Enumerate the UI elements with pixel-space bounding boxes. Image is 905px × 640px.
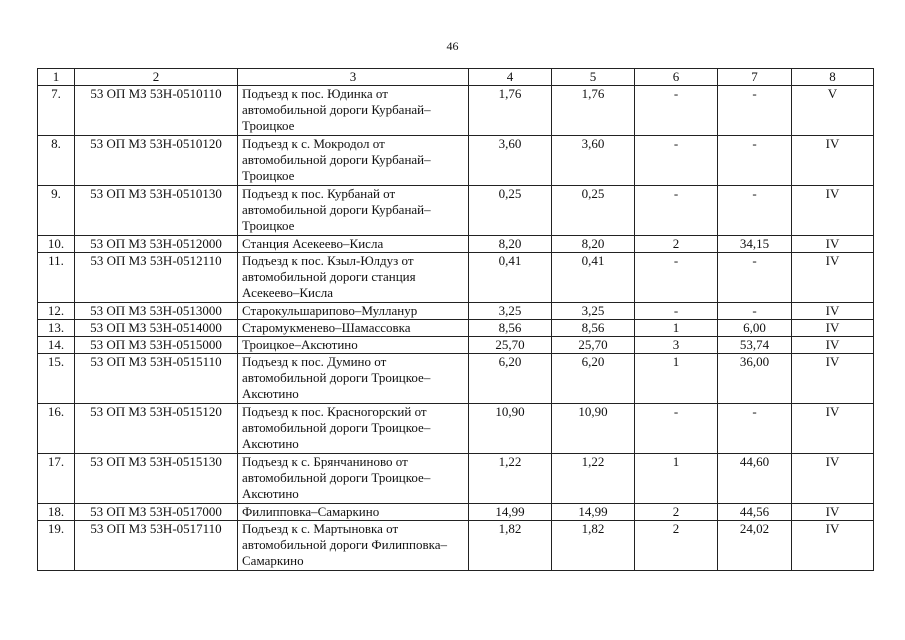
cell-col4: 1,22 bbox=[469, 454, 552, 504]
road-code: 53 ОП МЗ 53Н-0515110 bbox=[75, 354, 238, 404]
cell-col6: - bbox=[635, 86, 718, 136]
road-code: 53 ОП МЗ 53Н-0517000 bbox=[75, 504, 238, 521]
road-name: Подъезд к пос. Кзыл-Юлдуз от автомобильной дороги станция Асекеево–Кисла bbox=[238, 253, 469, 303]
row-number: 15. bbox=[38, 354, 75, 404]
cell-col4: 0,25 bbox=[469, 186, 552, 236]
cell-col8: IV bbox=[792, 320, 874, 337]
cell-col5: 3,25 bbox=[552, 303, 635, 320]
row-number: 13. bbox=[38, 320, 75, 337]
header-cell: 3 bbox=[238, 69, 469, 86]
cell-col4: 14,99 bbox=[469, 504, 552, 521]
road-name: Подъезд к с. Мокродол от автомобильной дороги Курбанай–Троицкое bbox=[238, 136, 469, 186]
road-name: Подъезд к с. Мартыновка от автомобильной дороги Филипповка–Самаркино bbox=[238, 521, 469, 571]
road-name: Подъезд к пос. Курбанай от автомобильной дороги Курбанай–Троицкое bbox=[238, 186, 469, 236]
row-number: 14. bbox=[38, 337, 75, 354]
cell-col5: 6,20 bbox=[552, 354, 635, 404]
page-number: 46 bbox=[446, 39, 459, 53]
road-code: 53 ОП МЗ 53Н-0515120 bbox=[75, 404, 238, 454]
header-cell: 7 bbox=[718, 69, 792, 86]
cell-col6: 1 bbox=[635, 354, 718, 404]
cell-col5: 0,25 bbox=[552, 186, 635, 236]
cell-col7: 53,74 bbox=[718, 337, 792, 354]
cell-col8: IV bbox=[792, 504, 874, 521]
cell-col7: - bbox=[718, 253, 792, 303]
cell-col6: - bbox=[635, 404, 718, 454]
row-number: 18. bbox=[38, 504, 75, 521]
cell-col6: - bbox=[635, 303, 718, 320]
cell-col5: 10,90 bbox=[552, 404, 635, 454]
table-row bbox=[38, 454, 874, 504]
road-code: 53 ОП МЗ 53Н-0510120 bbox=[75, 136, 238, 186]
road-name: Подъезд к с. Брянчаниново от автомобильной дороги Троицкое–Аксютино bbox=[238, 454, 469, 504]
cell-col6: 2 bbox=[635, 504, 718, 521]
cell-col5: 8,20 bbox=[552, 236, 635, 253]
header-cell: 2 bbox=[75, 69, 238, 86]
cell-col5: 14,99 bbox=[552, 504, 635, 521]
table-row bbox=[38, 337, 874, 354]
cell-col7: 44,60 bbox=[718, 454, 792, 504]
row-number: 12. bbox=[38, 303, 75, 320]
cell-col4: 1,76 bbox=[469, 86, 552, 136]
cell-col7: 34,15 bbox=[718, 236, 792, 253]
table-row bbox=[38, 86, 874, 136]
road-name: Подъезд к пос. Красногорский от автомобильной дороги Троицкое–Аксютино bbox=[238, 404, 469, 454]
table-row bbox=[38, 504, 874, 521]
cell-col7: - bbox=[718, 404, 792, 454]
cell-col7: 6,00 bbox=[718, 320, 792, 337]
row-number: 7. bbox=[38, 86, 75, 136]
road-name: Старомукменево–Шамассовка bbox=[238, 320, 469, 337]
road-code: 53 ОП МЗ 53Н-0512000 bbox=[75, 236, 238, 253]
cell-col6: - bbox=[635, 186, 718, 236]
road-name: Филипповка–Самаркино bbox=[238, 504, 469, 521]
cell-col4: 6,20 bbox=[469, 354, 552, 404]
row-number: 16. bbox=[38, 404, 75, 454]
table-header-row bbox=[38, 69, 874, 86]
cell-col4: 0,41 bbox=[469, 253, 552, 303]
table-row bbox=[38, 404, 874, 454]
cell-col8: IV bbox=[792, 521, 874, 571]
cell-col7: - bbox=[718, 303, 792, 320]
cell-col7: - bbox=[718, 86, 792, 136]
cell-col8: IV bbox=[792, 136, 874, 186]
cell-col4: 10,90 bbox=[469, 404, 552, 454]
cell-col8: IV bbox=[792, 404, 874, 454]
header-cell: 6 bbox=[635, 69, 718, 86]
cell-col7: 24,02 bbox=[718, 521, 792, 571]
cell-col6: 2 bbox=[635, 521, 718, 571]
cell-col8: IV bbox=[792, 354, 874, 404]
table-row bbox=[38, 253, 874, 303]
cell-col4: 8,56 bbox=[469, 320, 552, 337]
row-number: 9. bbox=[38, 186, 75, 236]
road-name: Подъезд к пос. Думино от автомобильной дороги Троицкое–Аксютино bbox=[238, 354, 469, 404]
row-number: 8. bbox=[38, 136, 75, 186]
cell-col4: 3,25 bbox=[469, 303, 552, 320]
cell-col8: IV bbox=[792, 454, 874, 504]
cell-col6: 1 bbox=[635, 454, 718, 504]
road-code: 53 ОП МЗ 53Н-0513000 bbox=[75, 303, 238, 320]
header-cell: 8 bbox=[792, 69, 874, 86]
cell-col7: - bbox=[718, 186, 792, 236]
cell-col5: 1,22 bbox=[552, 454, 635, 504]
cell-col4: 25,70 bbox=[469, 337, 552, 354]
cell-col8: V bbox=[792, 86, 874, 136]
table-row bbox=[38, 236, 874, 253]
header-cell: 1 bbox=[38, 69, 75, 86]
cell-col6: - bbox=[635, 253, 718, 303]
road-code: 53 ОП МЗ 53Н-0515130 bbox=[75, 454, 238, 504]
road-name: Станция Асекеево–Кисла bbox=[238, 236, 469, 253]
table-row bbox=[38, 521, 874, 571]
cell-col6: - bbox=[635, 136, 718, 186]
table-row bbox=[38, 186, 874, 236]
cell-col5: 25,70 bbox=[552, 337, 635, 354]
header-cell: 5 bbox=[552, 69, 635, 86]
road-code: 53 ОП МЗ 53Н-0510130 bbox=[75, 186, 238, 236]
road-code: 53 ОП МЗ 53Н-0515000 bbox=[75, 337, 238, 354]
cell-col7: 44,56 bbox=[718, 504, 792, 521]
road-code: 53 ОП МЗ 53Н-0512110 bbox=[75, 253, 238, 303]
cell-col6: 1 bbox=[635, 320, 718, 337]
table-row bbox=[38, 136, 874, 186]
row-number: 11. bbox=[38, 253, 75, 303]
cell-col8: IV bbox=[792, 303, 874, 320]
cell-col8: IV bbox=[792, 236, 874, 253]
road-name: Троицкое–Аксютино bbox=[238, 337, 469, 354]
road-name: Подъезд к пос. Юдинка от автомобильной дороги Курбанай–Троицкое bbox=[238, 86, 469, 136]
cell-col8: IV bbox=[792, 337, 874, 354]
road-code: 53 ОП МЗ 53Н-0517110 bbox=[75, 521, 238, 571]
cell-col4: 8,20 bbox=[469, 236, 552, 253]
cell-col5: 1,76 bbox=[552, 86, 635, 136]
road-code: 53 ОП МЗ 53Н-0510110 bbox=[75, 86, 238, 136]
road-code: 53 ОП МЗ 53Н-0514000 bbox=[75, 320, 238, 337]
cell-col4: 3,60 bbox=[469, 136, 552, 186]
roads-table bbox=[37, 68, 874, 571]
row-number: 10. bbox=[38, 236, 75, 253]
cell-col5: 1,82 bbox=[552, 521, 635, 571]
cell-col6: 3 bbox=[635, 337, 718, 354]
row-number: 17. bbox=[38, 454, 75, 504]
cell-col7: 36,00 bbox=[718, 354, 792, 404]
table-row bbox=[38, 303, 874, 320]
table-row bbox=[38, 354, 874, 404]
road-name: Старокульшарипово–Мулланур bbox=[238, 303, 469, 320]
table-row bbox=[38, 320, 874, 337]
cell-col6: 2 bbox=[635, 236, 718, 253]
cell-col8: IV bbox=[792, 186, 874, 236]
cell-col5: 8,56 bbox=[552, 320, 635, 337]
cell-col5: 3,60 bbox=[552, 136, 635, 186]
cell-col8: IV bbox=[792, 253, 874, 303]
cell-col7: - bbox=[718, 136, 792, 186]
cell-col5: 0,41 bbox=[552, 253, 635, 303]
cell-col4: 1,82 bbox=[469, 521, 552, 571]
header-cell: 4 bbox=[469, 69, 552, 86]
row-number: 19. bbox=[38, 521, 75, 571]
